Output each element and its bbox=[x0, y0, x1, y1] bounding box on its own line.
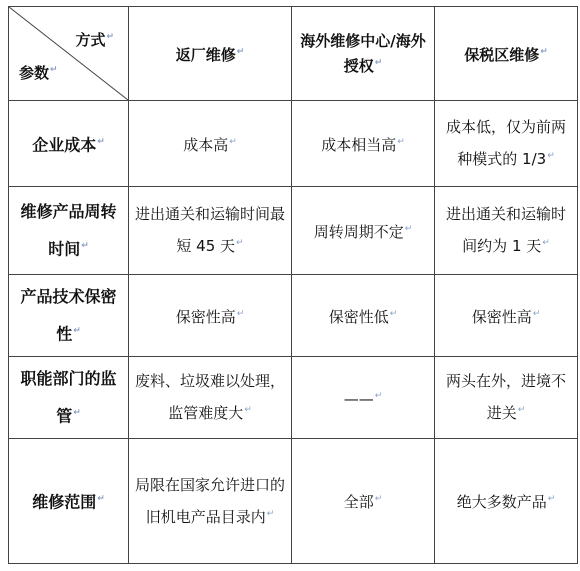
table-row bbox=[9, 187, 578, 275]
comparison-table bbox=[8, 6, 578, 564]
table-row bbox=[9, 439, 578, 564]
table-cell: 成本低，仅为前两种模式的 1/3↵ bbox=[435, 101, 578, 187]
corner-bottom-label: 参数↵ bbox=[19, 64, 58, 82]
table-row bbox=[9, 275, 578, 357]
table-cell: 绝大多数产品↵ bbox=[435, 439, 578, 564]
corner-top-label: 方式↵ bbox=[75, 31, 114, 49]
table-cell: 废料、垃圾难以处理，监管难度大↵ bbox=[129, 357, 292, 439]
table-cell: 周转周期不定↵ bbox=[292, 187, 435, 275]
table-cell: 保密性低↵ bbox=[292, 275, 435, 357]
column-header-overseas-center: 海外维修中心/海外授权↵ bbox=[292, 7, 435, 101]
corner-header-cell bbox=[9, 7, 129, 101]
table-cell: ——↵ bbox=[292, 357, 435, 439]
column-header-factory-return: 返厂维修↵ bbox=[129, 7, 292, 101]
table-cell: 进出通关和运输时间最短 45 天↵ bbox=[129, 187, 292, 275]
table-cell: 保密性高↵ bbox=[129, 275, 292, 357]
table-cell: 局限在国家允许进口的旧机电产品目录内↵ bbox=[129, 439, 292, 564]
table-cell: 成本高↵ bbox=[129, 101, 292, 187]
table-cell: 全部↵ bbox=[292, 439, 435, 564]
row-header-supervision: 职能部门的监管↵ bbox=[9, 357, 129, 439]
row-header-turnaround: 维修产品周转时间↵ bbox=[9, 187, 129, 275]
column-header-bonded-zone: 保税区维修↵ bbox=[435, 7, 578, 101]
header-row bbox=[9, 7, 578, 101]
row-header-scope: 维修范围↵ bbox=[9, 439, 129, 564]
row-header-cost: 企业成本↵ bbox=[9, 101, 129, 187]
table-cell: 保密性高↵ bbox=[435, 275, 578, 357]
table-cell: 进出通关和运输时间约为 1 天↵ bbox=[435, 187, 578, 275]
table-cell: 两头在外，进境不进关↵ bbox=[435, 357, 578, 439]
table-row bbox=[9, 357, 578, 439]
table-row bbox=[9, 101, 578, 187]
table-cell: 成本相当高↵ bbox=[292, 101, 435, 187]
row-header-confidentiality: 产品技术保密性↵ bbox=[9, 275, 129, 357]
